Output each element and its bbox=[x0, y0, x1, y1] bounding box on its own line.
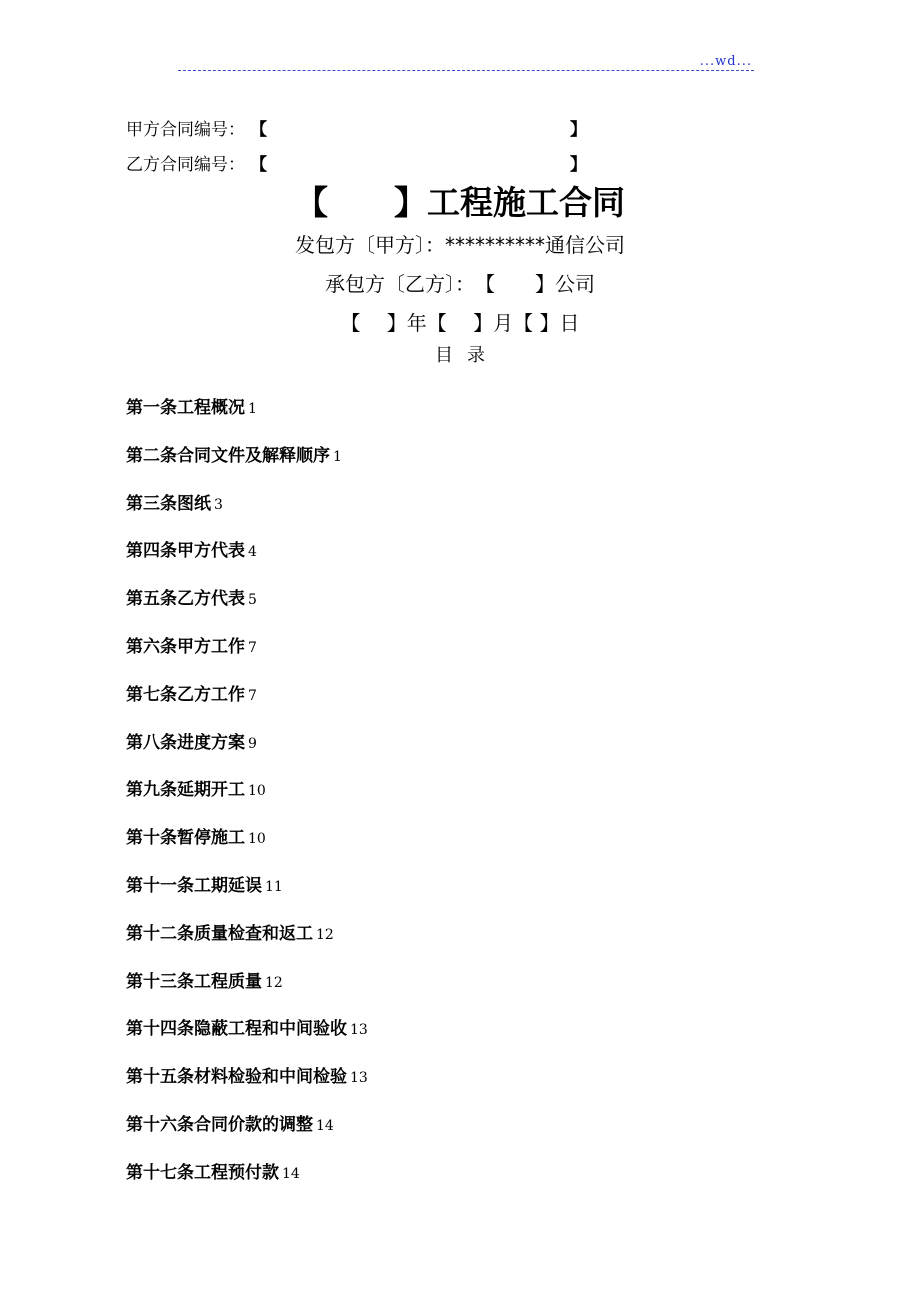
toc-item-label: 第一条工程概况 bbox=[126, 398, 245, 418]
toc-item-page: 7 bbox=[248, 639, 257, 656]
toc-item-page: 1 bbox=[248, 401, 257, 417]
toc-item-page: 12 bbox=[316, 926, 334, 943]
toc-item-label: 第八条进度方案 bbox=[126, 732, 245, 753]
toc-item-label: 第四条甲方代表 bbox=[126, 541, 245, 562]
toc-item-page: 10 bbox=[248, 831, 266, 848]
table-of-contents bbox=[126, 394, 368, 1207]
party-b-contract-number-close-bracket: 】 bbox=[570, 155, 587, 175]
toc-item-page: 14 bbox=[316, 1117, 334, 1134]
party-a-contract-number-open-bracket: 【 bbox=[250, 120, 267, 140]
toc-item[interactable] bbox=[126, 1159, 368, 1207]
toc-item[interactable] bbox=[126, 537, 368, 585]
toc-item-label: 第三条图纸 bbox=[126, 493, 211, 514]
toc-item[interactable] bbox=[126, 872, 368, 920]
toc-item-page: 3 bbox=[214, 496, 223, 513]
toc-item-page: 1 bbox=[333, 448, 342, 465]
toc-item-label: 第十六条合同价款的调整 bbox=[126, 1114, 313, 1135]
toc-item[interactable] bbox=[126, 729, 368, 777]
toc-item-label: 第十四条隐蔽工程和中间验收 bbox=[126, 1019, 347, 1040]
party-b-contract-number-open-bracket: 【 bbox=[250, 155, 267, 175]
party-a-contract-number-close-bracket: 】 bbox=[570, 120, 587, 140]
toc-item-label: 第七条乙方工作 bbox=[126, 684, 245, 705]
toc-item-label: 第十五条材料检验和中间检验 bbox=[126, 1067, 347, 1088]
party-a-contract-number-label: 甲方合同编号： bbox=[126, 120, 245, 140]
toc-item[interactable] bbox=[126, 824, 368, 872]
header-mark: ...wd... bbox=[699, 54, 752, 69]
party-b-contract-number-label: 乙方合同编号： bbox=[126, 155, 245, 175]
toc-item-label: 第十二条质量检查和返工 bbox=[126, 923, 313, 944]
toc-item-label: 第五条乙方代表 bbox=[126, 589, 245, 610]
toc-item-page: 13 bbox=[350, 1022, 368, 1039]
toc-item[interactable] bbox=[126, 920, 368, 968]
date-line: 【 】年【 】月【 】日 bbox=[340, 311, 580, 335]
toc-item-label: 第二条合同文件及解释顺序 bbox=[126, 445, 330, 466]
toc-item[interactable] bbox=[126, 633, 368, 681]
party-b-contract-number bbox=[126, 153, 586, 177]
toc-item-label: 第十七条工程预付款 bbox=[126, 1162, 279, 1183]
toc-item-page: 14 bbox=[282, 1165, 300, 1182]
toc-item-label: 第十一条工期延误 bbox=[126, 875, 262, 896]
party-a-line: 发包方〔甲方〕：**********通信公司 bbox=[295, 233, 625, 257]
party-a-contract-number bbox=[126, 118, 586, 142]
toc-item[interactable] bbox=[126, 1063, 368, 1111]
toc-item-page: 13 bbox=[350, 1070, 368, 1087]
toc-item-page: 4 bbox=[248, 544, 257, 561]
toc-item[interactable] bbox=[126, 394, 368, 442]
toc-item-page: 11 bbox=[265, 878, 283, 895]
toc-item-label: 第九条延期开工 bbox=[126, 780, 245, 801]
toc-item-page: 10 bbox=[248, 783, 266, 800]
toc-item-page: 12 bbox=[265, 974, 283, 991]
toc-item-label: 第六条甲方工作 bbox=[126, 636, 245, 657]
toc-item-label: 第十条暂停施工 bbox=[126, 828, 245, 849]
toc-item[interactable] bbox=[126, 1015, 368, 1063]
toc-item[interactable] bbox=[126, 442, 368, 490]
toc-item-page: 7 bbox=[248, 687, 257, 704]
toc-item[interactable] bbox=[126, 776, 368, 824]
party-b-line: 承包方〔乙方〕： 【 】公司 bbox=[325, 272, 595, 296]
toc-item-label: 第十三条工程质量 bbox=[126, 971, 262, 992]
toc-item-page: 5 bbox=[248, 592, 257, 609]
toc-heading: 目录 bbox=[435, 345, 499, 366]
toc-item[interactable] bbox=[126, 681, 368, 729]
toc-item[interactable] bbox=[126, 1111, 368, 1159]
toc-item[interactable] bbox=[126, 968, 368, 1016]
toc-item[interactable] bbox=[126, 585, 368, 633]
toc-item[interactable] bbox=[126, 490, 368, 538]
contract-title: 【 】工程施工合同 bbox=[295, 183, 625, 222]
header-rule bbox=[178, 70, 754, 71]
toc-item-page: 9 bbox=[248, 735, 257, 752]
